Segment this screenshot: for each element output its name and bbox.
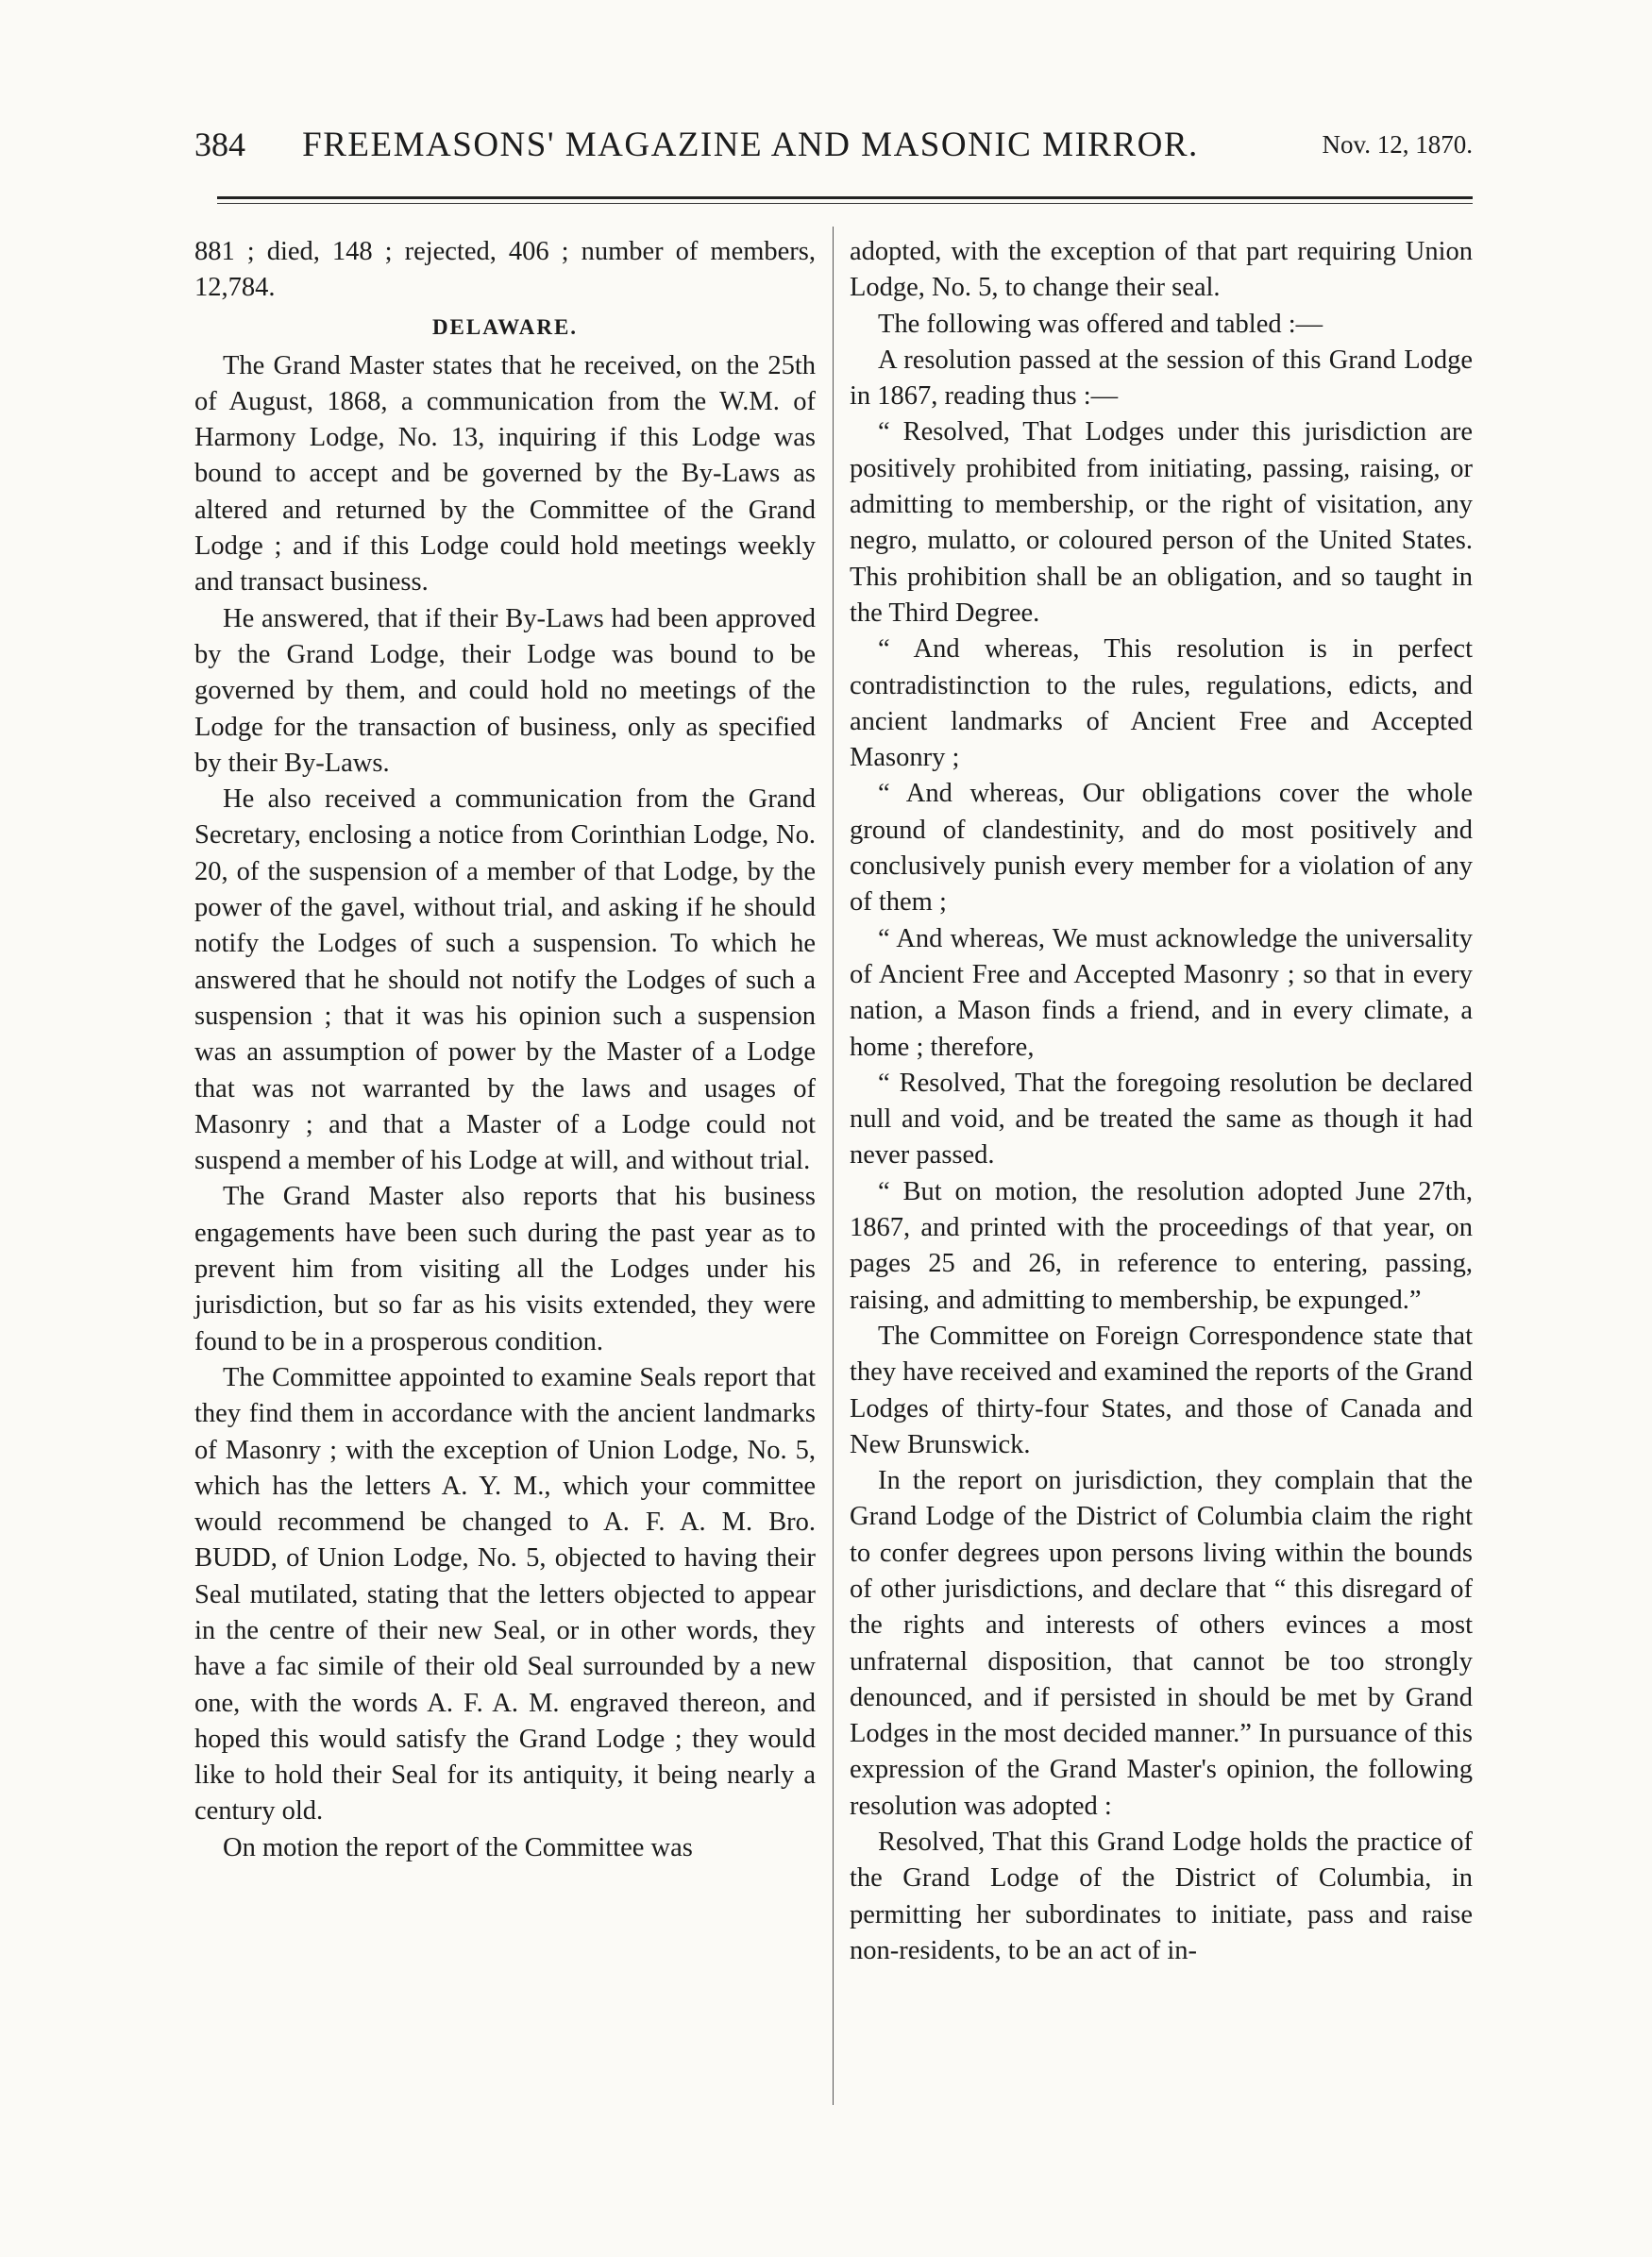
paragraph: He also received a communication from the Grand Secretary, enclosing a notice from Corinthian Lodge, No. 20, of the suspension of a member of that Lodge, by the power of the gavel, without trial, and asking if he should notify the Lodges of such a suspension. To which he answered that he should not notify the Lodges of such a suspension ; that it was his opinion such a suspension was an assumption of power by the Master of a Lodge that was not warranted by the laws and usages of Masonry ; and that a Master of a Lodge could not suspend a member of his Lodge at will, and without trial. — [194, 784, 816, 1176]
paragraph: A resolution passed at the session of this Grand Lodge in 1867, reading thus :— — [850, 345, 1473, 412]
paragraph: The Committee appointed to examine Seals report that they find them in accordance with the ancient landmarks of Masonry ; with the exception of Union Lodge, No. 5, which has the letters A. Y. M., which your committee would recommend be changed to A. F. A. M. Bro. BUDD, of Union Lodge, No. 5, objected to having their Seal mutilated, stating that the letters objected to appear in the centre of their new Seal, or in other words, they have a fac simile of their old Seal surrounded by a new one, with the words A. F. A. M. engraved thereon, and hoped this would satisfy the Grand Lodge ; they would like to hold their Seal for its antiquity, it being nearly a century old. — [194, 1362, 816, 1827]
paragraph: “ And whereas, This resolution is in perfect contradistinction to the rules, regulations, edicts, and ancient landmarks of Ancient Free and Accepted Masonry ; — [850, 634, 1473, 773]
paragraph: “ And whereas, Our obligations cover the whole ground of clandestinity, and do most positively and conclusively punish every member for a violation of any of them ; — [850, 779, 1473, 918]
header-rule-thin — [217, 203, 1473, 204]
right-column — [850, 234, 1473, 1969]
paragraph: In the report on jurisdiction, they complain that the Grand Lodge of the District of Columbia claim the right to confer degrees upon persons living within the bounds of other jurisdictions, and declare that “ this disregard of the rights and interests of others evinces a most unfraternal disposition, that cannot be too strongly denounced, and if persisted in should be met by Grand Lodges in the most decided manner.” In pursuance of this expression of the Grand Master's opinion, the following resolution was adopted : — [850, 1466, 1473, 1821]
page-number: 384 — [194, 126, 245, 163]
section-heading: DELAWARE. — [431, 314, 579, 339]
running-header — [194, 125, 1473, 181]
column-divider — [833, 227, 834, 2105]
paragraph: 881 ; died, 148 ; rejected, 406 ; number of members, 12,784. — [194, 237, 816, 303]
paragraph: He answered, that if their By-Laws had been approved by the Grand Lodge, their Lodge was bound to be governed by them, and could hold no meetings of the Lodge for the transaction of business, only as specified by their By-Laws. — [194, 603, 816, 778]
paragraph: On motion the report of the Committee was — [223, 1832, 693, 1862]
issue-date: Nov. 12, 1870. — [1322, 130, 1473, 159]
paragraph: The following was offered and tabled :— — [878, 309, 1323, 339]
magazine-title: FREEMASONS' MAGAZINE AND MASONIC MIRROR. — [302, 126, 1199, 164]
paragraph: Resolved, That this Grand Lodge holds the practice of the Grand Lodge of the District of Columbia, in permitting her subordinates to initiate, pass and raise non-residents, to be an act of in- — [850, 1827, 1473, 1965]
paragraph: The Grand Master also reports that his business engagements have been such during the past year as to prevent him from visiting all the Lodges under his jurisdiction, but so far as his visits extended, they were found to be in a prosperous condition. — [194, 1182, 816, 1356]
paragraph: The Committee on Foreign Correspondence state that they have received and examined the reports of the Grand Lodges of thirty-four States, and those of Canada and New Brunswick. — [850, 1321, 1473, 1459]
paragraph: The Grand Master states that he received, on the 25th of August, 1868, a communication from the W.M. of Harmony Lodge, No. 13, inquiring if this Lodge was bound to accept and be governed by the By-Laws as altered and returned by the Committee of the Grand Lodge ; and if this Lodge could hold meetings weekly and transact business. — [194, 350, 816, 598]
header-rule — [217, 196, 1473, 199]
paragraph: “ Resolved, That the foregoing resolution be declared null and void, and be treated the same as though it had never passed. — [850, 1068, 1473, 1171]
paragraph: “ And whereas, We must acknowledge the universality of Ancient Free and Accepted Masonry ; so that in every nation, a Mason finds a friend, and in every climate, a home ; therefore, — [850, 923, 1473, 1062]
paragraph: “ Resolved, That Lodges under this jurisdiction are positively prohibited from initiating, passing, raising, or admitting to membership, or the right of visitation, any negro, mulatto, or coloured person of the United States. This prohibition shall be an obligation, and so taught in the Third Degree. — [850, 417, 1473, 628]
paragraph: adopted, with the exception of that part requiring Union Lodge, No. 5, to change their seal. — [850, 237, 1473, 303]
left-column — [194, 234, 816, 1866]
paragraph: “ But on motion, the resolution adopted June 27th, 1867, and printed with the proceedings of that year, on pages 25 and 26, in reference to entering, passing, raising, and admitting to membership, be expunged.” — [850, 1176, 1473, 1315]
